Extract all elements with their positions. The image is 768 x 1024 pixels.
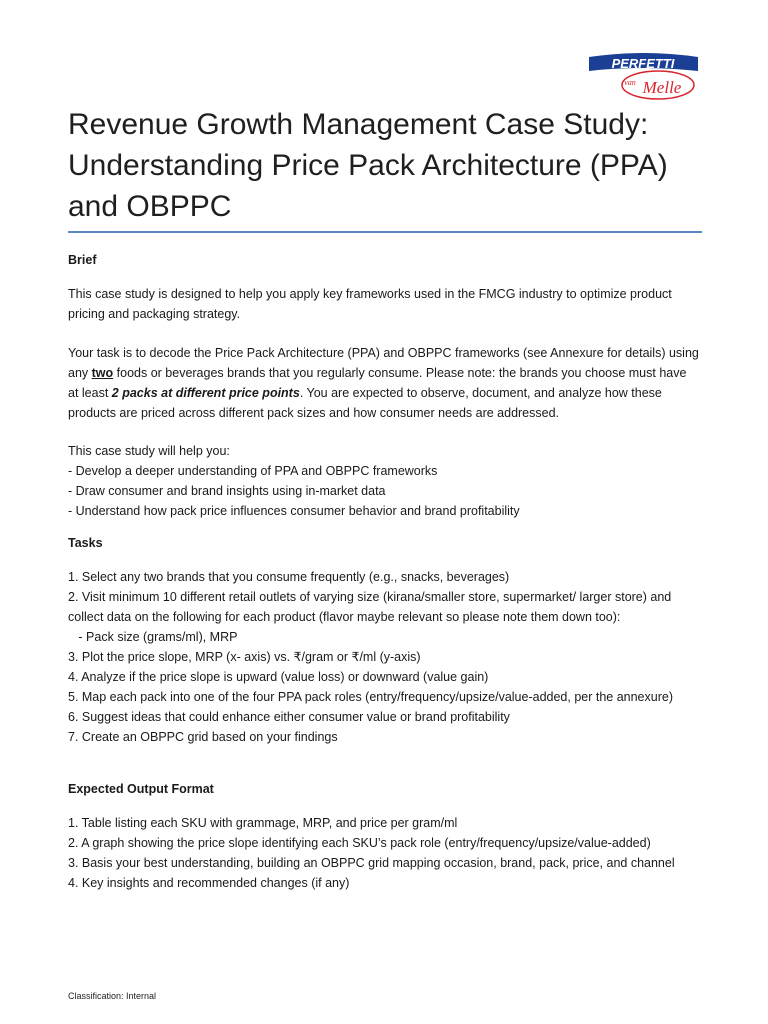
list-item: 4. Key insights and recommended changes (if any) <box>68 876 350 890</box>
text-line: This case study is designed to help you apply key frameworks used in the FMCG industry to optimize product <box>68 287 672 301</box>
brief-heading: Brief <box>68 253 97 267</box>
perfetti-van-melle-logo <box>586 51 701 101</box>
brief-paragraph-1 <box>68 284 708 324</box>
logo-word-perfetti: PERFETTI <box>611 56 675 71</box>
text-line: pricing and packaging strategy. <box>68 307 241 321</box>
list-item: 2. Visit minimum 10 different retail outlets of varying size (kirana/smaller store, supermarket/ larger store) and <box>68 590 672 604</box>
list-item: 1. Table listing each SKU with grammage, MRP, and price per gram/ml <box>68 816 458 830</box>
text-fragment: any <box>68 366 92 380</box>
list-item: 3. Plot the price slope, MRP (x- axis) vs. ₹/gram or ₹/ml (y-axis) <box>68 650 421 664</box>
output-list <box>68 813 708 893</box>
emphasis-price-points: 2 packs at different price points <box>111 386 300 400</box>
tasks-list <box>68 567 708 747</box>
text-fragment: . You are expected to observe, document, and analyze how these <box>299 386 662 400</box>
list-item: 1. Select any two brands that you consume frequently (e.g., snacks, beverages) <box>68 570 510 584</box>
list-item: 2. A graph showing the price slope identifying each SKU’s pack role (entry/frequency/upsize/value-added) <box>68 836 651 850</box>
list-item: 6. Suggest ideas that could enhance either consumer value or brand profitability <box>68 710 510 724</box>
brief-paragraph-3 <box>68 441 708 521</box>
list-item: 5. Map each pack into one of the four PPA pack roles (entry/frequency/upsize/value-added, per the annexure) <box>68 690 673 704</box>
list-item: - Pack size (grams/ml), MRP <box>68 630 238 644</box>
title-line: Understanding Price Pack Architecture (PPA) <box>68 149 668 182</box>
list-item: 3. Basis your best understanding, building an OBPPC grid mapping occasion, brand, pack, price, and channel <box>68 856 675 870</box>
text-line: This case study will help you: <box>68 444 230 458</box>
list-item: 7. Create an OBPPC grid based on your findings <box>68 730 338 744</box>
output-heading: Expected Output Format <box>68 782 214 796</box>
text-fragment: at least <box>68 386 112 400</box>
title-line: and OBPPC <box>68 190 232 223</box>
logo-word-melle: Melle <box>642 78 682 97</box>
document-title <box>68 104 708 227</box>
brief-paragraph-2 <box>68 343 708 423</box>
text-line <box>68 363 708 383</box>
list-item: - Draw consumer and brand insights using in-market data <box>68 484 386 498</box>
list-item: 4. Analyze if the price slope is upward (value loss) or downward (value gain) <box>68 670 489 684</box>
classification-footer: Classification: Internal <box>68 991 157 1001</box>
text-fragment: foods or beverages brands that you regularly consume. Please note: the brands you choose must have <box>113 366 687 380</box>
title-divider <box>68 231 702 233</box>
title-line: Revenue Growth Management Case Study: <box>68 108 649 141</box>
text-line <box>68 383 708 403</box>
list-item: - Develop a deeper understanding of PPA and OBPPC frameworks <box>68 464 438 478</box>
text-line: Your task is to decode the Price Pack Architecture (PPA) and OBPPC frameworks (see Annexure for details) using <box>68 346 699 360</box>
tasks-heading: Tasks <box>68 536 103 550</box>
list-item: - Understand how pack price influences consumer behavior and brand profitability <box>68 504 520 518</box>
list-item: collect data on the following for each product (flavor maybe relevant so please note them down too): <box>68 610 621 624</box>
text-line: products are priced across different pack sizes and how consumer needs are addressed. <box>68 406 560 420</box>
logo-word-van: van <box>624 78 636 87</box>
emphasis-two: two <box>91 366 114 380</box>
